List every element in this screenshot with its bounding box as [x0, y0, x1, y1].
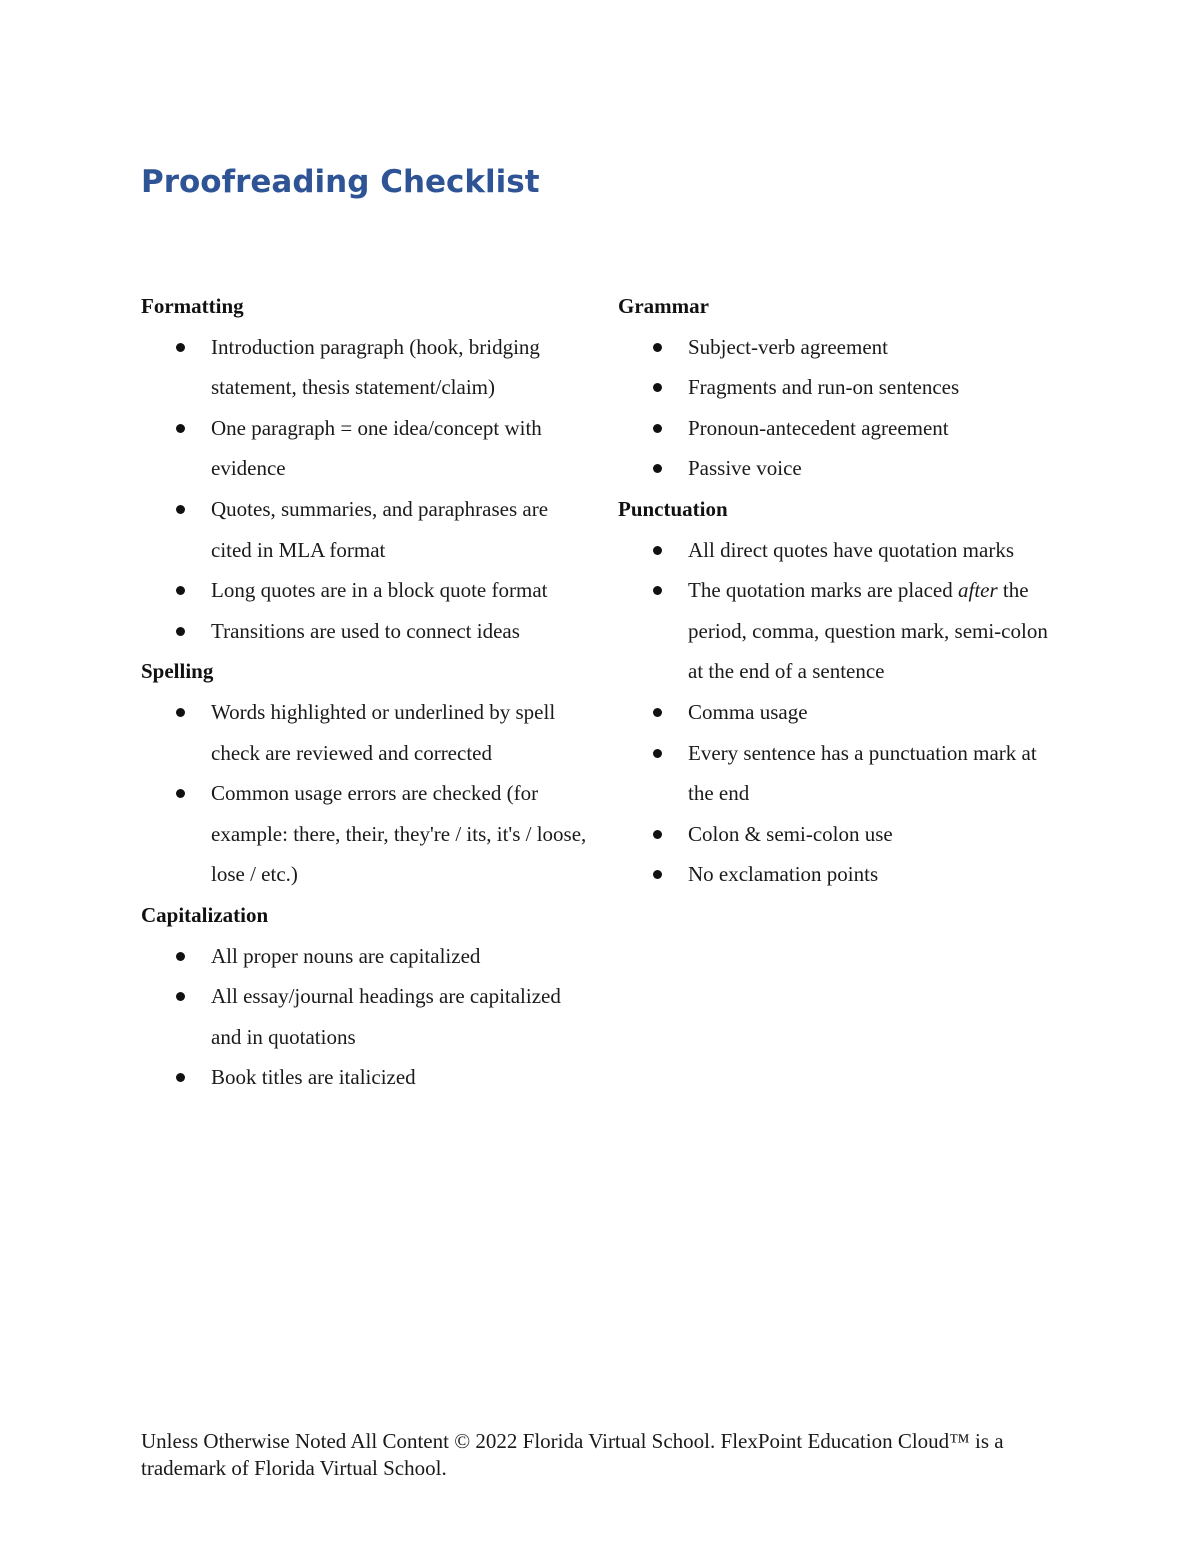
bullet-icon [653, 464, 662, 473]
bullet-icon [176, 992, 185, 1001]
list-item-text: Comma usage [688, 699, 808, 724]
list-item [141, 1057, 591, 1098]
bullet-icon [176, 1073, 185, 1082]
left-column [141, 286, 611, 1098]
list-item-text: Book titles are italicized [211, 1065, 416, 1090]
bullet-icon [653, 749, 662, 758]
formatting-list [141, 327, 611, 652]
section-heading-punctuation: Punctuation [618, 496, 728, 521]
list-item [141, 936, 591, 977]
section-heading-capitalization: Capitalization [141, 902, 269, 927]
list-item [618, 408, 1058, 449]
list-item-text: Words highlighted or underlined by spell check are reviewed and corrected [211, 699, 556, 765]
list-item [141, 570, 591, 611]
section-heading-grammar: Grammar [618, 294, 709, 318]
section-heading-spelling: Spelling [141, 659, 214, 684]
list-item [141, 408, 591, 489]
list-item-text: All proper nouns are capitalized [211, 943, 481, 968]
bullet-icon [653, 708, 662, 717]
list-item-text: Introduction paragraph (hook, bridging statement, thesis statement/claim) [211, 334, 540, 400]
bullet-icon [176, 627, 185, 636]
list-item [141, 611, 591, 652]
list-item-text: Quotes, summaries, and paraphrases are cited in MLA format [211, 496, 549, 562]
list-item-text: One paragraph = one idea/concept with evidence [211, 415, 542, 481]
bullet-icon [653, 830, 662, 839]
list-item [618, 854, 1058, 895]
list-item-text: All essay/journal headings are capitalized and in quotations [211, 984, 561, 1049]
section-heading-formatting: Formatting [141, 294, 244, 318]
page-title: Proofreading Checklist [141, 164, 540, 200]
bullet-icon [176, 343, 185, 352]
list-item [618, 530, 1058, 571]
list-item [618, 448, 1058, 489]
list-item-text: Passive voice [688, 456, 802, 481]
punctuation-list [618, 530, 1088, 895]
list-item [141, 489, 591, 570]
bullet-icon [176, 789, 185, 798]
list-item-text: Transitions are used to connect ideas [211, 618, 520, 643]
grammar-list [618, 327, 1088, 489]
list-item [141, 976, 591, 1057]
bullet-icon [176, 424, 185, 433]
list-item-text: Long quotes are in a block quote format [211, 578, 548, 603]
list-item-text-before: The quotation marks are placed [688, 578, 958, 603]
list-item-emphasis: after [957, 578, 998, 603]
bullet-icon [653, 424, 662, 433]
capitalization-list [141, 936, 611, 1098]
list-item-text: Pronoun-antecedent agreement [688, 415, 949, 440]
spelling-list [141, 692, 611, 895]
list-item [618, 692, 1058, 733]
bullet-icon [653, 383, 662, 392]
list-item-text: No exclamation points [688, 862, 879, 887]
copyright-footer: Unless Otherwise Noted All Content © 2022 Florida Virtual School. FlexPoint Education Cloud™ is a trademark of Florida Virtual School. [141, 1429, 1004, 1480]
list-item [141, 773, 591, 895]
list-item-text: Subject-verb agreement [688, 334, 888, 359]
list-item-text: Fragments and run-on sentences [688, 375, 960, 400]
list-item [618, 814, 1058, 855]
list-item-text: Colon & semi-colon use [688, 821, 893, 846]
list-item-text: Every sentence has a punctuation mark at the end [688, 740, 1037, 806]
list-item [618, 733, 1058, 814]
bullet-icon [653, 870, 662, 879]
bullet-icon [653, 546, 662, 555]
list-item-text-after: the period, comma, question mark, semi-colon at the end of a sentence [688, 578, 1048, 684]
list-item-text: Common usage errors are checked (for example: there, their, they're / its, it's / loose, lose / etc.) [211, 781, 587, 887]
bullet-icon [176, 586, 185, 595]
list-item [618, 570, 1058, 692]
bullet-icon [176, 952, 185, 961]
list-item [141, 327, 591, 408]
right-column [618, 286, 1088, 895]
list-item [618, 327, 1058, 368]
list-item [141, 692, 591, 773]
bullet-icon [653, 343, 662, 352]
list-item-text: All direct quotes have quotation marks [688, 537, 1015, 562]
bullet-icon [653, 586, 662, 595]
list-item [618, 367, 1058, 408]
bullet-icon [176, 708, 185, 717]
bullet-icon [176, 505, 185, 514]
